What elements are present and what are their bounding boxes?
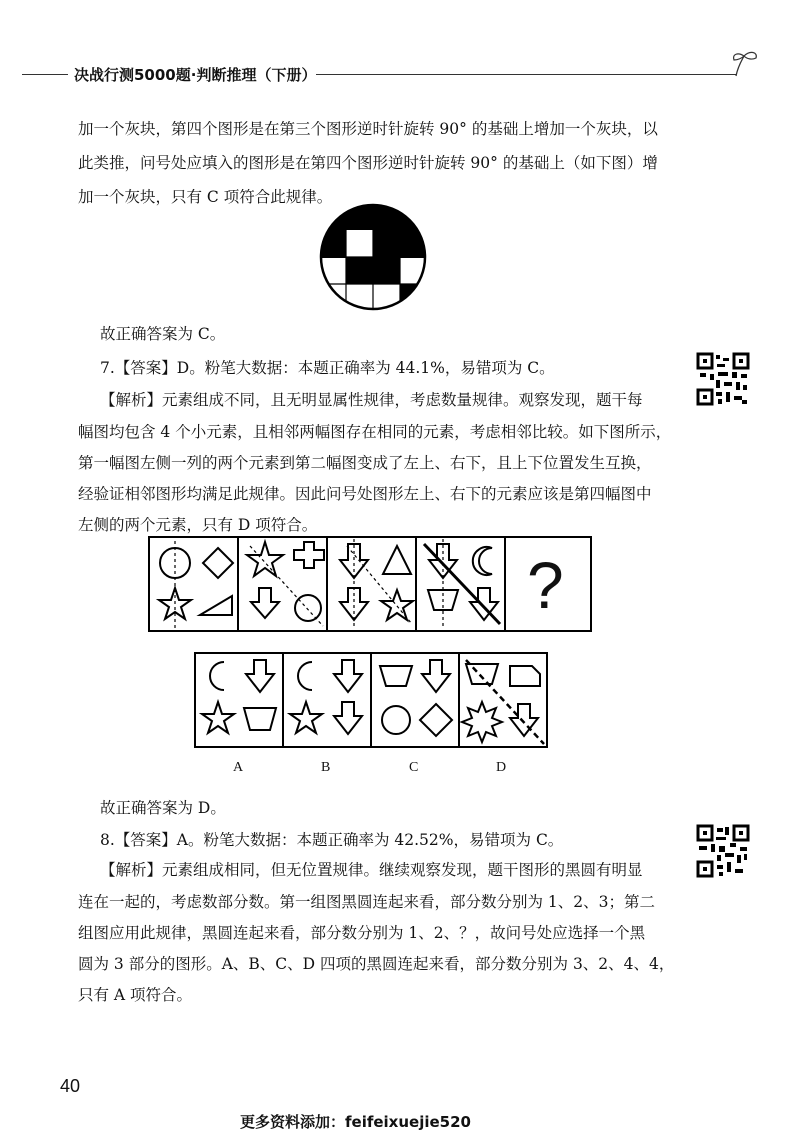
q8-analysis-line: 【解析】元素组成相同，但无位置规律。继续观察发现，题干图形的黑圆有明显 (100, 861, 643, 879)
paragraph-line: 加一个灰块，只有 C 项符合此规律。 (78, 188, 333, 206)
header-rule-right (316, 74, 736, 75)
q8-analysis-line: 连在一起的，考虑数部分数。第一组图黑圆连起来看，部分数分别为 1、2、3；第二 (78, 893, 656, 911)
option-label-d: D (496, 760, 507, 775)
option-a-figure (202, 660, 276, 733)
option-c-figure (380, 660, 452, 736)
page-number: 40 (60, 1076, 81, 1096)
paragraph-line: 此类推，问号处应填入的图形是在第四个图形逆时针旋转 90° 的基础上（如下图）增 (78, 154, 658, 172)
q7-question-strip (148, 536, 592, 632)
q7-analysis-line: 第一幅图左侧一列的两个元素到第二幅图变成了左上、右下，且上下位置发生互换， (78, 454, 652, 472)
q7-analysis-line: 经验证相邻图形均满足此规律。因此问号处图形左上、右下的元素应该是第四幅图中 (78, 485, 652, 503)
circle-grid-figure (318, 202, 428, 312)
q7-options-strip (194, 652, 548, 748)
option-d-figure (462, 660, 544, 744)
answer-line-7: 故正确答案为 D。 (100, 799, 226, 817)
panel-2 (247, 542, 324, 626)
q7-analysis-line: 【解析】元素组成不同，且无明显属性规律，考虑数量规律。观察发现，题干每 (100, 391, 643, 409)
q7-analysis-line: 幅图均包含 4 个小元素，且相邻两幅图存在相同的元素，考虑相邻比较。如下图所示， (78, 423, 672, 441)
panel-4 (424, 539, 500, 629)
option-label-b: B (321, 760, 331, 775)
q8-analysis-line: 只有 A 项符合。 (78, 986, 193, 1004)
paragraph-line: 加一个灰块，第四个图形是在第三个图形逆时针旋转 90° 的基础上增加一个灰块，以 (78, 120, 658, 138)
footer-note: 更多资料添加：feifeixuejie520 (240, 1113, 471, 1131)
question-mark: ? (527, 548, 564, 622)
q8-analysis-line: 组图应用此规律，黑圆连起来看，部分数分别为 1、2、？，故问号处应选择一个黑 (78, 924, 646, 942)
qr-code-icon (696, 352, 750, 406)
q7-analysis-line: 左侧的两个元素，只有 D 项符合。 (78, 516, 318, 534)
running-header: 决战行测5000题·判断推理（下册） (74, 66, 317, 84)
answer-line-6: 故正确答案为 C。 (100, 325, 226, 343)
option-label-a: A (233, 760, 244, 775)
panel-1 (159, 541, 233, 628)
option-label-c: C (409, 760, 419, 775)
panel-3 (340, 539, 413, 629)
q8-analysis-line: 圆为 3 部分的图形。A、B、C、D 四项的黑圆连起来看，部分数分别为 3、2、4、4， (78, 955, 675, 973)
q7-answer-head: 7.【答案】D。粉笔大数据：本题正确率为 44.1%，易错项为 C。 (100, 359, 555, 377)
option-b-figure (290, 660, 362, 734)
header-rule-left (22, 74, 68, 75)
qr-code-icon (696, 824, 750, 878)
sprout-icon (728, 48, 764, 78)
q8-answer-head: 8.【答案】A。粉笔大数据：本题正确率为 42.52%，易错项为 C。 (100, 831, 564, 849)
